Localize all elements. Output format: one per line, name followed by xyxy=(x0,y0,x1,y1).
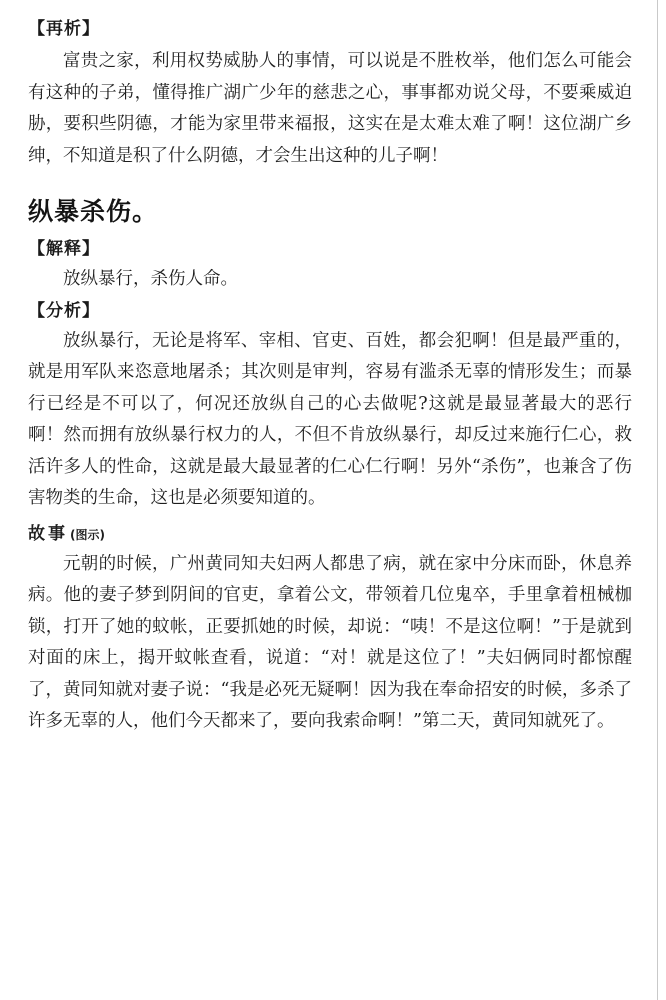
jieshi-paragraph: 放纵暴行，杀伤人命。 xyxy=(63,269,238,289)
story-illustration-note: (图示) xyxy=(70,527,105,542)
page-content xyxy=(28,14,632,738)
page-edge-line xyxy=(657,0,658,1000)
zaixi-label: 【再析】 xyxy=(28,19,100,39)
zaixi-paragraph: 富贵之家，利用权势威胁人的事情，可以说是不胜枚举，他们怎么可能会有这种的子弟，懂得推广湖广少年的慈悲之心，事事都劝说父母，不要乘威迫胁，要积些阴德，才能为家里带来福报，这实在是太难太难了啊！这位湖广乡绅，不知道是积了什么阴德，才会生出这种的儿子啊！ xyxy=(28,51,632,166)
story-header xyxy=(28,519,632,549)
section-heading: 纵暴杀伤。 xyxy=(28,197,159,226)
jieshi-label: 【解释】 xyxy=(28,239,100,259)
story-paragraph: 元朝的时候，广州黄同知夫妇两人都患了病，就在家中分床而卧，休息养病。他的妻子梦到阴间的官吏，拿着公文，带领着几位鬼卒，手里拿着杻械枷锁，打开了她的蚊帐，正要抓她的时候，却说：“咦！不是这位啊！”于是就到对面的床上，揭开蚊帐查看，说道：“对！就是这位了！”夫妇俩同时都惊醒了，黄同知就对妻子说：“我是必死无疑啊！因为我在奉命招安的时候，多杀了许多无辜的人，他们今天都来了，要向我索命啊！”第二天，黄同知就死了。 xyxy=(28,553,632,731)
story-title: 故事 xyxy=(28,523,68,544)
fenxi-label: 【分析】 xyxy=(28,300,100,321)
fenxi-paragraph: 放纵暴行，无论是将军、宰相、官吏、百姓，都会犯啊！但是最严重的，就是用军队来恣意地屠杀；其次则是审判，容易有滥杀无辜的情形发生；而暴行已经是不可以了，何况还放纵自己的心去做呢?这就是最显著最大的恶行啊！然而拥有放纵暴行权力的人，不但不肯放纵暴行，却反过来施行仁心，救活许多人的性命，这就是最大最显著的仁心仁行啊！另外“杀伤”，也兼含了伤害物类的生命，这也是必须要知道的。 xyxy=(28,330,632,508)
